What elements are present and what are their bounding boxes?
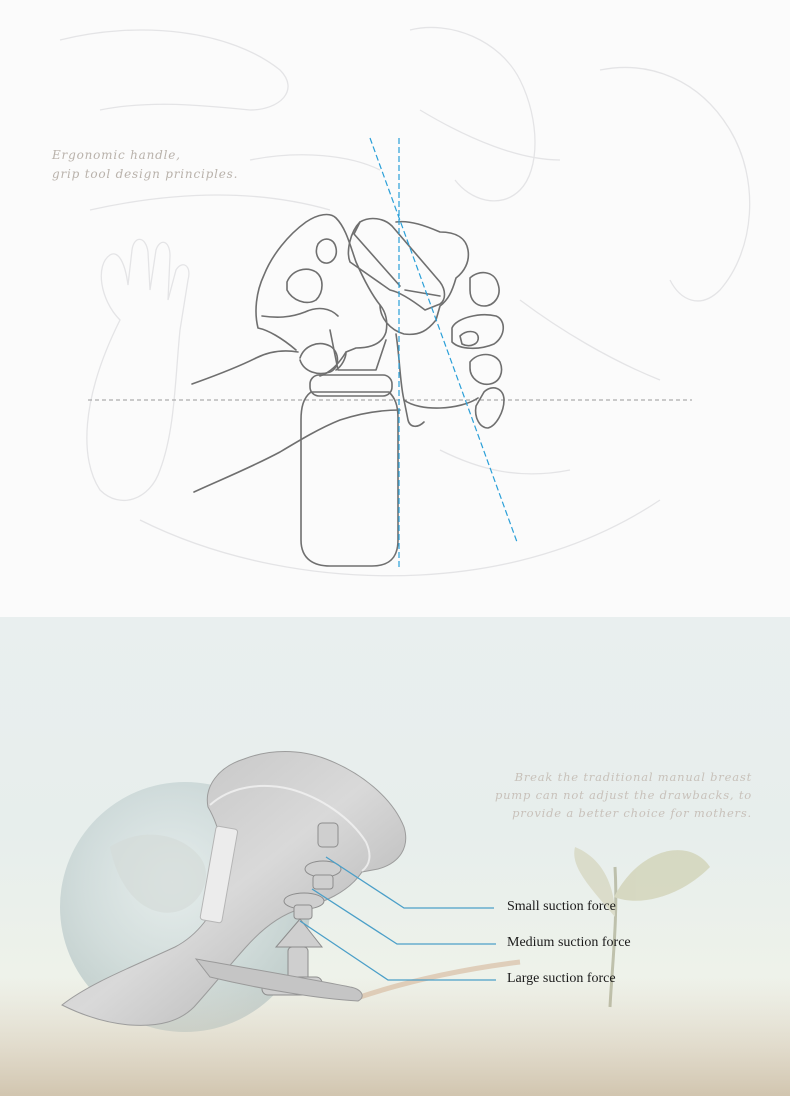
axis-guides xyxy=(370,138,517,568)
drawbacks-caption-line-2: pump can not adjust the drawbacks, to xyxy=(494,788,752,802)
pump-and-hand-drawing xyxy=(192,215,504,566)
bottle-collar xyxy=(310,375,392,396)
suction-levels-panel xyxy=(0,617,790,1096)
background-sketch xyxy=(60,27,750,575)
small-suction-label: Small suction force xyxy=(507,899,616,914)
ergonomic-caption xyxy=(52,146,312,184)
drawbacks-caption-line-1: Break the traditional manual breast xyxy=(514,770,752,784)
ergonomic-caption-line-1: Ergonomic handle, xyxy=(52,148,181,162)
bottle xyxy=(301,392,398,566)
suction-illustration xyxy=(0,617,790,1096)
drawbacks-caption xyxy=(452,768,752,822)
medium-suction-callout xyxy=(312,889,496,944)
large-suction-label: Large suction force xyxy=(507,971,616,986)
diagonal-axis-line xyxy=(370,138,517,542)
ergonomic-caption-line-2: grip tool design principles. xyxy=(52,167,239,181)
pump-handle xyxy=(348,219,444,310)
drawbacks-caption-line-3: provide a better choice for mothers. xyxy=(512,806,752,820)
medium-suction-label: Medium suction force xyxy=(507,935,631,950)
